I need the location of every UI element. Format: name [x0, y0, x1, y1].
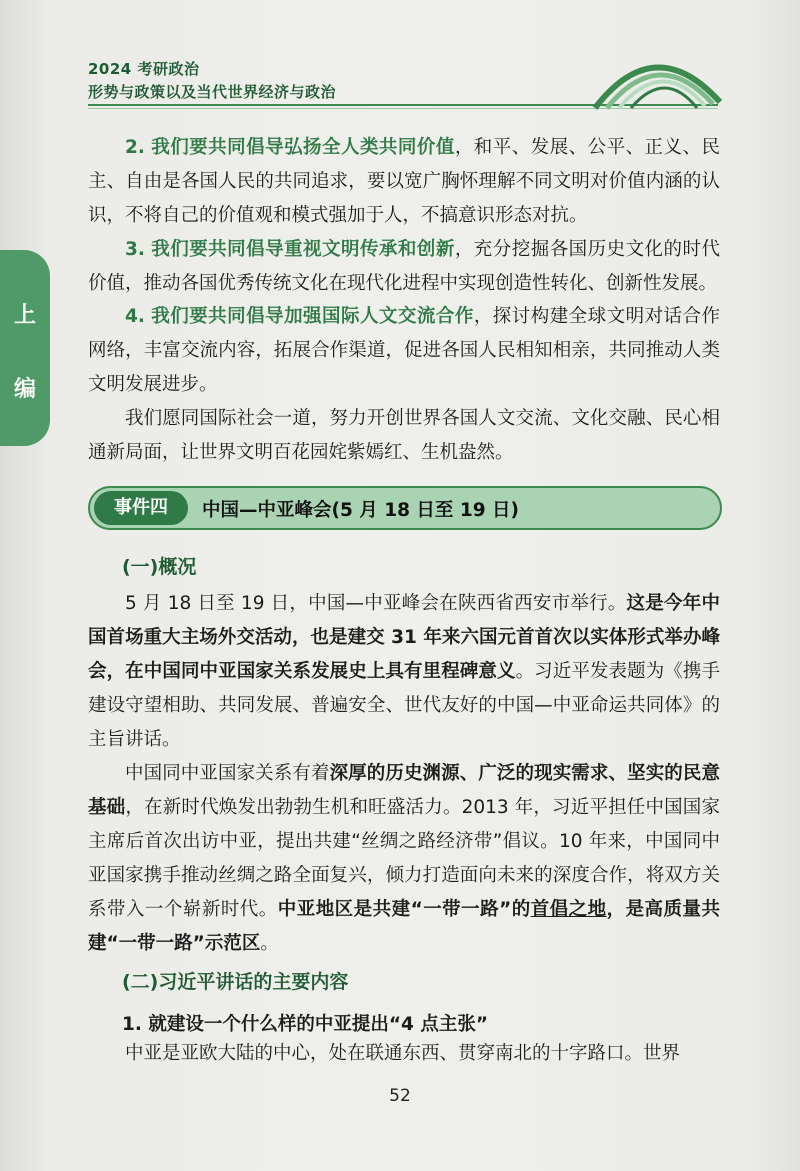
paragraph-point-4	[88, 300, 720, 402]
page-number: 52	[389, 1086, 411, 1106]
point-heading: 我们要共同倡导重视文明传承和创新	[151, 239, 455, 260]
emphasis-underlined: 首倡之地	[530, 899, 607, 920]
overview-emphasis: 深厚的历史渊源、广泛的现实需求、坚实的民意基础	[88, 763, 720, 818]
event-title: 中国—中亚峰会(5 月 18 日至 19 日)	[202, 500, 519, 521]
paragraph-speech-1: 中亚是亚欧大陆的中心，处在联通东西、贯穿南北的十字路口。世界	[125, 1043, 681, 1064]
point-body: ，探讨构建全球文明对话合作网络，丰富交流内容，拓展合作渠道，促进各国人民相知相亲，共同推动人类文明发展进步。	[88, 306, 720, 395]
overview-text: 5 月 18 日至 19 日，中国—中亚峰会在陕西省西安市举行。	[125, 593, 627, 614]
paragraph-overview-1	[88, 587, 720, 757]
paragraph-overview-2	[88, 757, 720, 961]
point-body: ，充分挖掘各国历史文化的时代价值，推动各国优秀传统文化在现代化进程中实现创造性转化、创新性发展。	[88, 239, 720, 294]
event-banner	[88, 486, 722, 530]
emphasis-part-b: ，是高质量共建“一带一路”示范区	[88, 899, 720, 954]
event-label-pill: 事件四	[94, 491, 188, 525]
header-book-title: 形势与政策以及当代世界经济与政治	[88, 83, 337, 101]
emphasis-part-a: 中亚地区是共建“一带一路”的	[277, 899, 531, 920]
overview-end: 。	[260, 933, 279, 954]
subheading-four-proposals: 1. 就建设一个什么样的中亚提出“4 点主张”	[122, 1014, 488, 1035]
section-heading-overview: (一)概况	[122, 556, 197, 578]
overview-text: 中国同中亚国家关系有着	[125, 763, 330, 784]
point-number: 2.	[125, 137, 145, 158]
point-number: 3.	[125, 239, 145, 260]
paragraph-point-2	[88, 131, 720, 233]
point-body: ，和平、发展、公平、正义、民主、自由是各国人民的共同追求，要以宽广胸怀理解不同文明对价值内涵的认识，不将自己的价值观和模式强加于人，不搞意识形态对抗。	[88, 137, 720, 226]
header-arc-decoration-icon	[585, 40, 725, 112]
volume-side-tab	[0, 250, 50, 446]
paragraph-point-3	[88, 233, 720, 301]
point-heading: 我们要共同倡导弘扬全人类共同价值	[151, 137, 455, 158]
side-tab-char-1: 上	[13, 303, 36, 328]
header-series-title: 2024 考研政治	[88, 60, 200, 78]
paragraph-closing: 我们愿同国际社会一道，努力开创世界各国人文交流、文化交融、民心相通新局面，让世界文明百花园姹紫嫣红、生机盎然。	[88, 408, 720, 463]
overview-text-tail: 。习近平发表题为《携手建设守望相助、共同发展、普遍安全、世代友好的中国—中亚命运共同体》的主旨讲话。	[88, 661, 720, 750]
point-number: 4.	[125, 306, 145, 327]
overview-text-mid: ，在新时代焕发出勃勃生机和旺盛活力。2013 年，习近平担任中国国家主席后首次出访中亚，提出共建“丝绸之路经济带”倡议。10 年来，中国同中亚国家携手推动丝绸之路全面复兴，倾力打造面向未来的深度合作，将双方关系带入一个崭新时代。	[88, 797, 720, 920]
side-tab-char-2: 编	[13, 377, 36, 402]
section-heading-speech: (二)习近平讲话的主要内容	[122, 971, 349, 993]
point-heading: 我们要共同倡导加强国际人文交流合作	[151, 306, 474, 327]
overview-emphasis: 这是今年中国首场重大主场外交活动，也是建交 31 年来六国元首首次以实体形式举办峰会，在中国同中亚国家关系发展史上具有里程碑意义	[88, 593, 720, 682]
